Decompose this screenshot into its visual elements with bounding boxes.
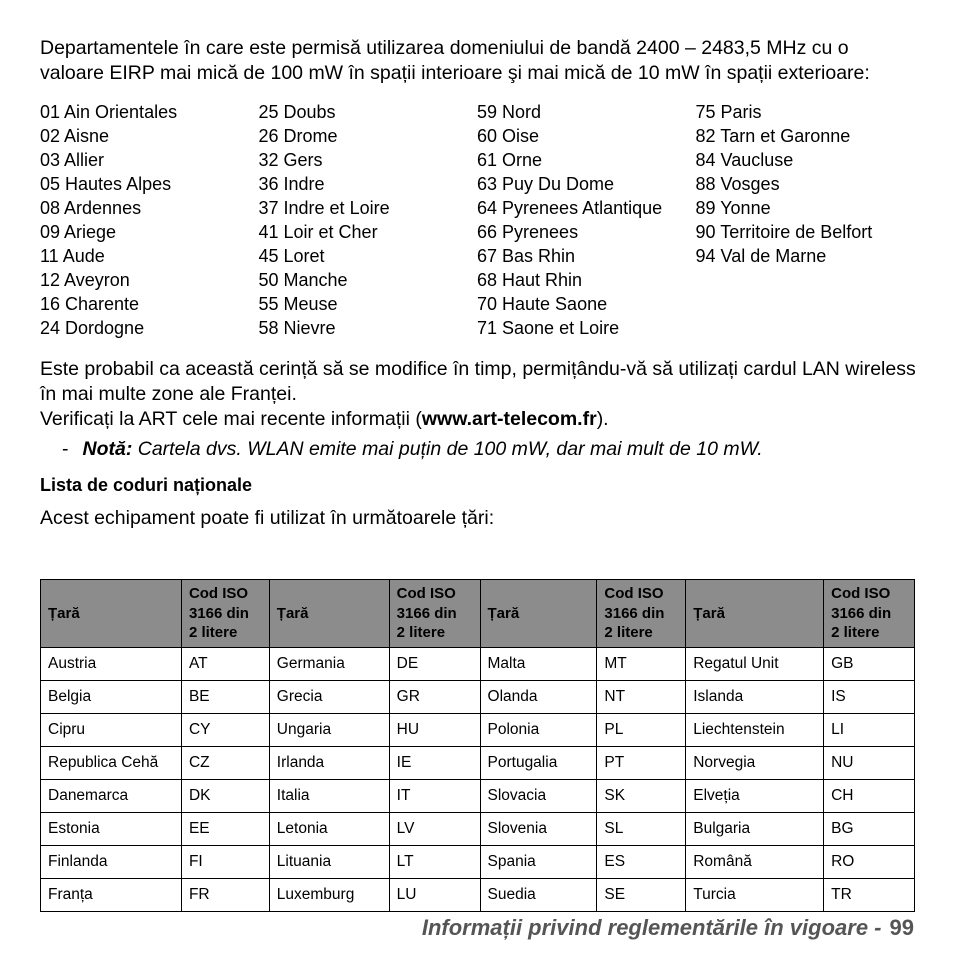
department-item: 71 Saone et Loire (477, 318, 620, 338)
iso-code-cell: DE (389, 648, 480, 681)
verify-paragraph (40, 407, 916, 432)
iso-code-cell: IE (389, 747, 480, 780)
table-row (41, 879, 915, 912)
country-name-cell: Regatul Unit (686, 648, 824, 681)
department-item: 24 Dordogne (40, 318, 145, 338)
iso-code-cell: CY (181, 714, 269, 747)
country-name-cell: Austria (41, 648, 182, 681)
department-item: 50 Manche (258, 270, 348, 290)
department-item: 61 Orne (477, 150, 543, 170)
country-name-cell: Turcia (686, 879, 824, 912)
header-country: Țară (686, 580, 824, 648)
verify-text: Verificați la ART cele mai recente informații ( (40, 408, 422, 430)
department-item: 89 Yonne (695, 198, 771, 218)
iso-code-cell: DK (181, 780, 269, 813)
iso-code-cell: BE (181, 681, 269, 714)
country-name-cell: Islanda (686, 681, 824, 714)
department-item: 09 Ariege (40, 222, 117, 242)
department-item: 64 Pyrenees Atlantique (477, 198, 663, 218)
iso-code-cell: MT (597, 648, 686, 681)
iso-code-cell: GR (389, 681, 480, 714)
note-text: Cartela dvs. WLAN emite mai puțin de 100 mW, dar mai mult de 10 mW. (132, 438, 763, 460)
table-row (41, 813, 915, 846)
department-item: 67 Bas Rhin (477, 246, 576, 266)
country-name-cell: Suedia (480, 879, 597, 912)
page-content (40, 36, 916, 531)
department-item: 37 Indre et Loire (258, 198, 390, 218)
iso-code-cell: FI (181, 846, 269, 879)
iso-code-cell: CZ (181, 747, 269, 780)
department-item: 16 Charente (40, 294, 140, 314)
iso-code-cell: SK (597, 780, 686, 813)
table-row (41, 714, 915, 747)
departments-column (696, 100, 915, 340)
header-iso-code: Cod ISO 3166 din 2 litere (597, 580, 686, 648)
department-item: 88 Vosges (695, 174, 780, 194)
iso-code-cell: CH (824, 780, 915, 813)
country-name-cell: Slovacia (480, 780, 597, 813)
country-name-cell: Franța (41, 879, 182, 912)
department-item: 36 Indre (258, 174, 325, 194)
departments-column (40, 100, 259, 340)
department-item: 63 Puy Du Dome (477, 174, 615, 194)
table-header-row (41, 580, 915, 648)
country-name-cell: Letonia (269, 813, 389, 846)
iso-code-cell: IT (389, 780, 480, 813)
iso-code-cell: SE (597, 879, 686, 912)
department-item: 82 Tarn et Garonne (695, 126, 851, 146)
iso-code-cell: TR (824, 879, 915, 912)
departments-list (40, 100, 916, 340)
department-item: 70 Haute Saone (477, 294, 608, 314)
change-notice-paragraph: Este probabil ca această cerință să se modifice în timp, permițându-vă să utilizați cardul LAN wireless în mai multe zone ale Franței. (40, 358, 916, 405)
country-name-cell: Belgia (41, 681, 182, 714)
department-item: 03 Allier (40, 150, 105, 170)
department-item: 45 Loret (258, 246, 325, 266)
country-name-cell: Polonia (480, 714, 597, 747)
footer-title: Informații privind reglementările în vigoare - (421, 915, 882, 940)
page-footer (422, 915, 914, 941)
header-country: Țară (480, 580, 597, 648)
table-body (41, 648, 915, 912)
iso-code-cell: RO (824, 846, 915, 879)
iso-code-cell: GB (824, 648, 915, 681)
countries-intro-paragraph: Acest echipament poate fi utilizat în următoarele țări: (40, 507, 495, 529)
iso-code-cell: PL (597, 714, 686, 747)
department-item: 60 Oise (477, 126, 540, 146)
note (40, 437, 916, 462)
department-item: 01 Ain Orientales (40, 102, 178, 122)
iso-code-cell: BG (824, 813, 915, 846)
iso-code-cell: FR (181, 879, 269, 912)
department-item: 26 Drome (258, 126, 338, 146)
country-name-cell: Danemarca (41, 780, 182, 813)
iso-code-cell: AT (181, 648, 269, 681)
table-row (41, 780, 915, 813)
note-label: Notă: (82, 438, 133, 460)
iso-code-cell: IS (824, 681, 915, 714)
country-name-cell: Luxemburg (269, 879, 389, 912)
country-name-cell: Irlanda (269, 747, 389, 780)
section-heading: Lista de coduri naționale (40, 475, 253, 495)
department-item: 25 Doubs (258, 102, 336, 122)
departments-column (477, 100, 696, 340)
country-name-cell: Republica Cehă (41, 747, 182, 780)
iso-code-cell: LI (824, 714, 915, 747)
country-name-cell: Lituania (269, 846, 389, 879)
country-name-cell: Finlanda (41, 846, 182, 879)
country-name-cell: Norvegia (686, 747, 824, 780)
department-item: 32 Gers (258, 150, 323, 170)
country-name-cell: Elveția (686, 780, 824, 813)
department-item: 59 Nord (477, 102, 542, 122)
department-item: 68 Haut Rhin (477, 270, 583, 290)
department-item: 75 Paris (695, 102, 762, 122)
department-item: 11 Aude (40, 246, 105, 266)
department-item: 55 Meuse (258, 294, 338, 314)
country-name-cell: Italia (269, 780, 389, 813)
country-codes-table (40, 579, 915, 912)
header-iso-code: Cod ISO 3166 din 2 litere (389, 580, 480, 648)
department-item: 12 Aveyron (40, 270, 130, 290)
iso-code-cell: EE (181, 813, 269, 846)
department-item: 05 Hautes Alpes (40, 174, 172, 194)
country-name-cell: Malta (480, 648, 597, 681)
department-item: 84 Vaucluse (695, 150, 794, 170)
iso-code-cell: SL (597, 813, 686, 846)
country-name-cell: Liechtenstein (686, 714, 824, 747)
header-country: Țară (41, 580, 182, 648)
page-number: 99 (889, 915, 914, 940)
note-dash: - (62, 438, 69, 460)
iso-code-cell: NT (597, 681, 686, 714)
country-name-cell: Cipru (41, 714, 182, 747)
country-name-cell: Bulgaria (686, 813, 824, 846)
iso-code-cell: ES (597, 846, 686, 879)
country-name-cell: Grecia (269, 681, 389, 714)
header-iso-code: Cod ISO 3166 din 2 litere (181, 580, 269, 648)
header-country: Țară (269, 580, 389, 648)
art-telecom-link[interactable]: www.art-telecom.fr (421, 408, 597, 430)
iso-code-cell: LT (389, 846, 480, 879)
table-row (41, 747, 915, 780)
verify-text-end: ). (596, 408, 609, 430)
iso-code-cell: NU (824, 747, 915, 780)
country-name-cell: Spania (480, 846, 597, 879)
departments-column (259, 100, 478, 340)
department-item: 41 Loir et Cher (258, 222, 378, 242)
country-name-cell: Slovenia (480, 813, 597, 846)
iso-code-cell: PT (597, 747, 686, 780)
iso-code-cell: HU (389, 714, 480, 747)
department-item: 58 Nievre (258, 318, 336, 338)
department-item: 02 Aisne (40, 126, 110, 146)
country-name-cell: Portugalia (480, 747, 597, 780)
country-name-cell: Olanda (480, 681, 597, 714)
country-name-cell: Ungaria (269, 714, 389, 747)
table-row (41, 681, 915, 714)
department-item: 66 Pyrenees (477, 222, 579, 242)
header-iso-code: Cod ISO 3166 din 2 litere (824, 580, 915, 648)
department-item: 08 Ardennes (40, 198, 142, 218)
department-item: 90 Territoire de Belfort (695, 222, 873, 242)
country-name-cell: Germania (269, 648, 389, 681)
country-name-cell: Română (686, 846, 824, 879)
intro-paragraph: Departamentele în care este permisă utilizarea domeniului de bandă 2400 – 2483,5 MHz cu o valoare EIRP mai mică de 100 mW în spații interioare şi mai mică de 10 mW în spații exterioare: (40, 37, 870, 84)
iso-code-cell: LU (389, 879, 480, 912)
table-row (41, 846, 915, 879)
country-name-cell: Estonia (41, 813, 182, 846)
iso-code-cell: LV (389, 813, 480, 846)
table-row (41, 648, 915, 681)
department-item: 94 Val de Marne (695, 246, 827, 266)
